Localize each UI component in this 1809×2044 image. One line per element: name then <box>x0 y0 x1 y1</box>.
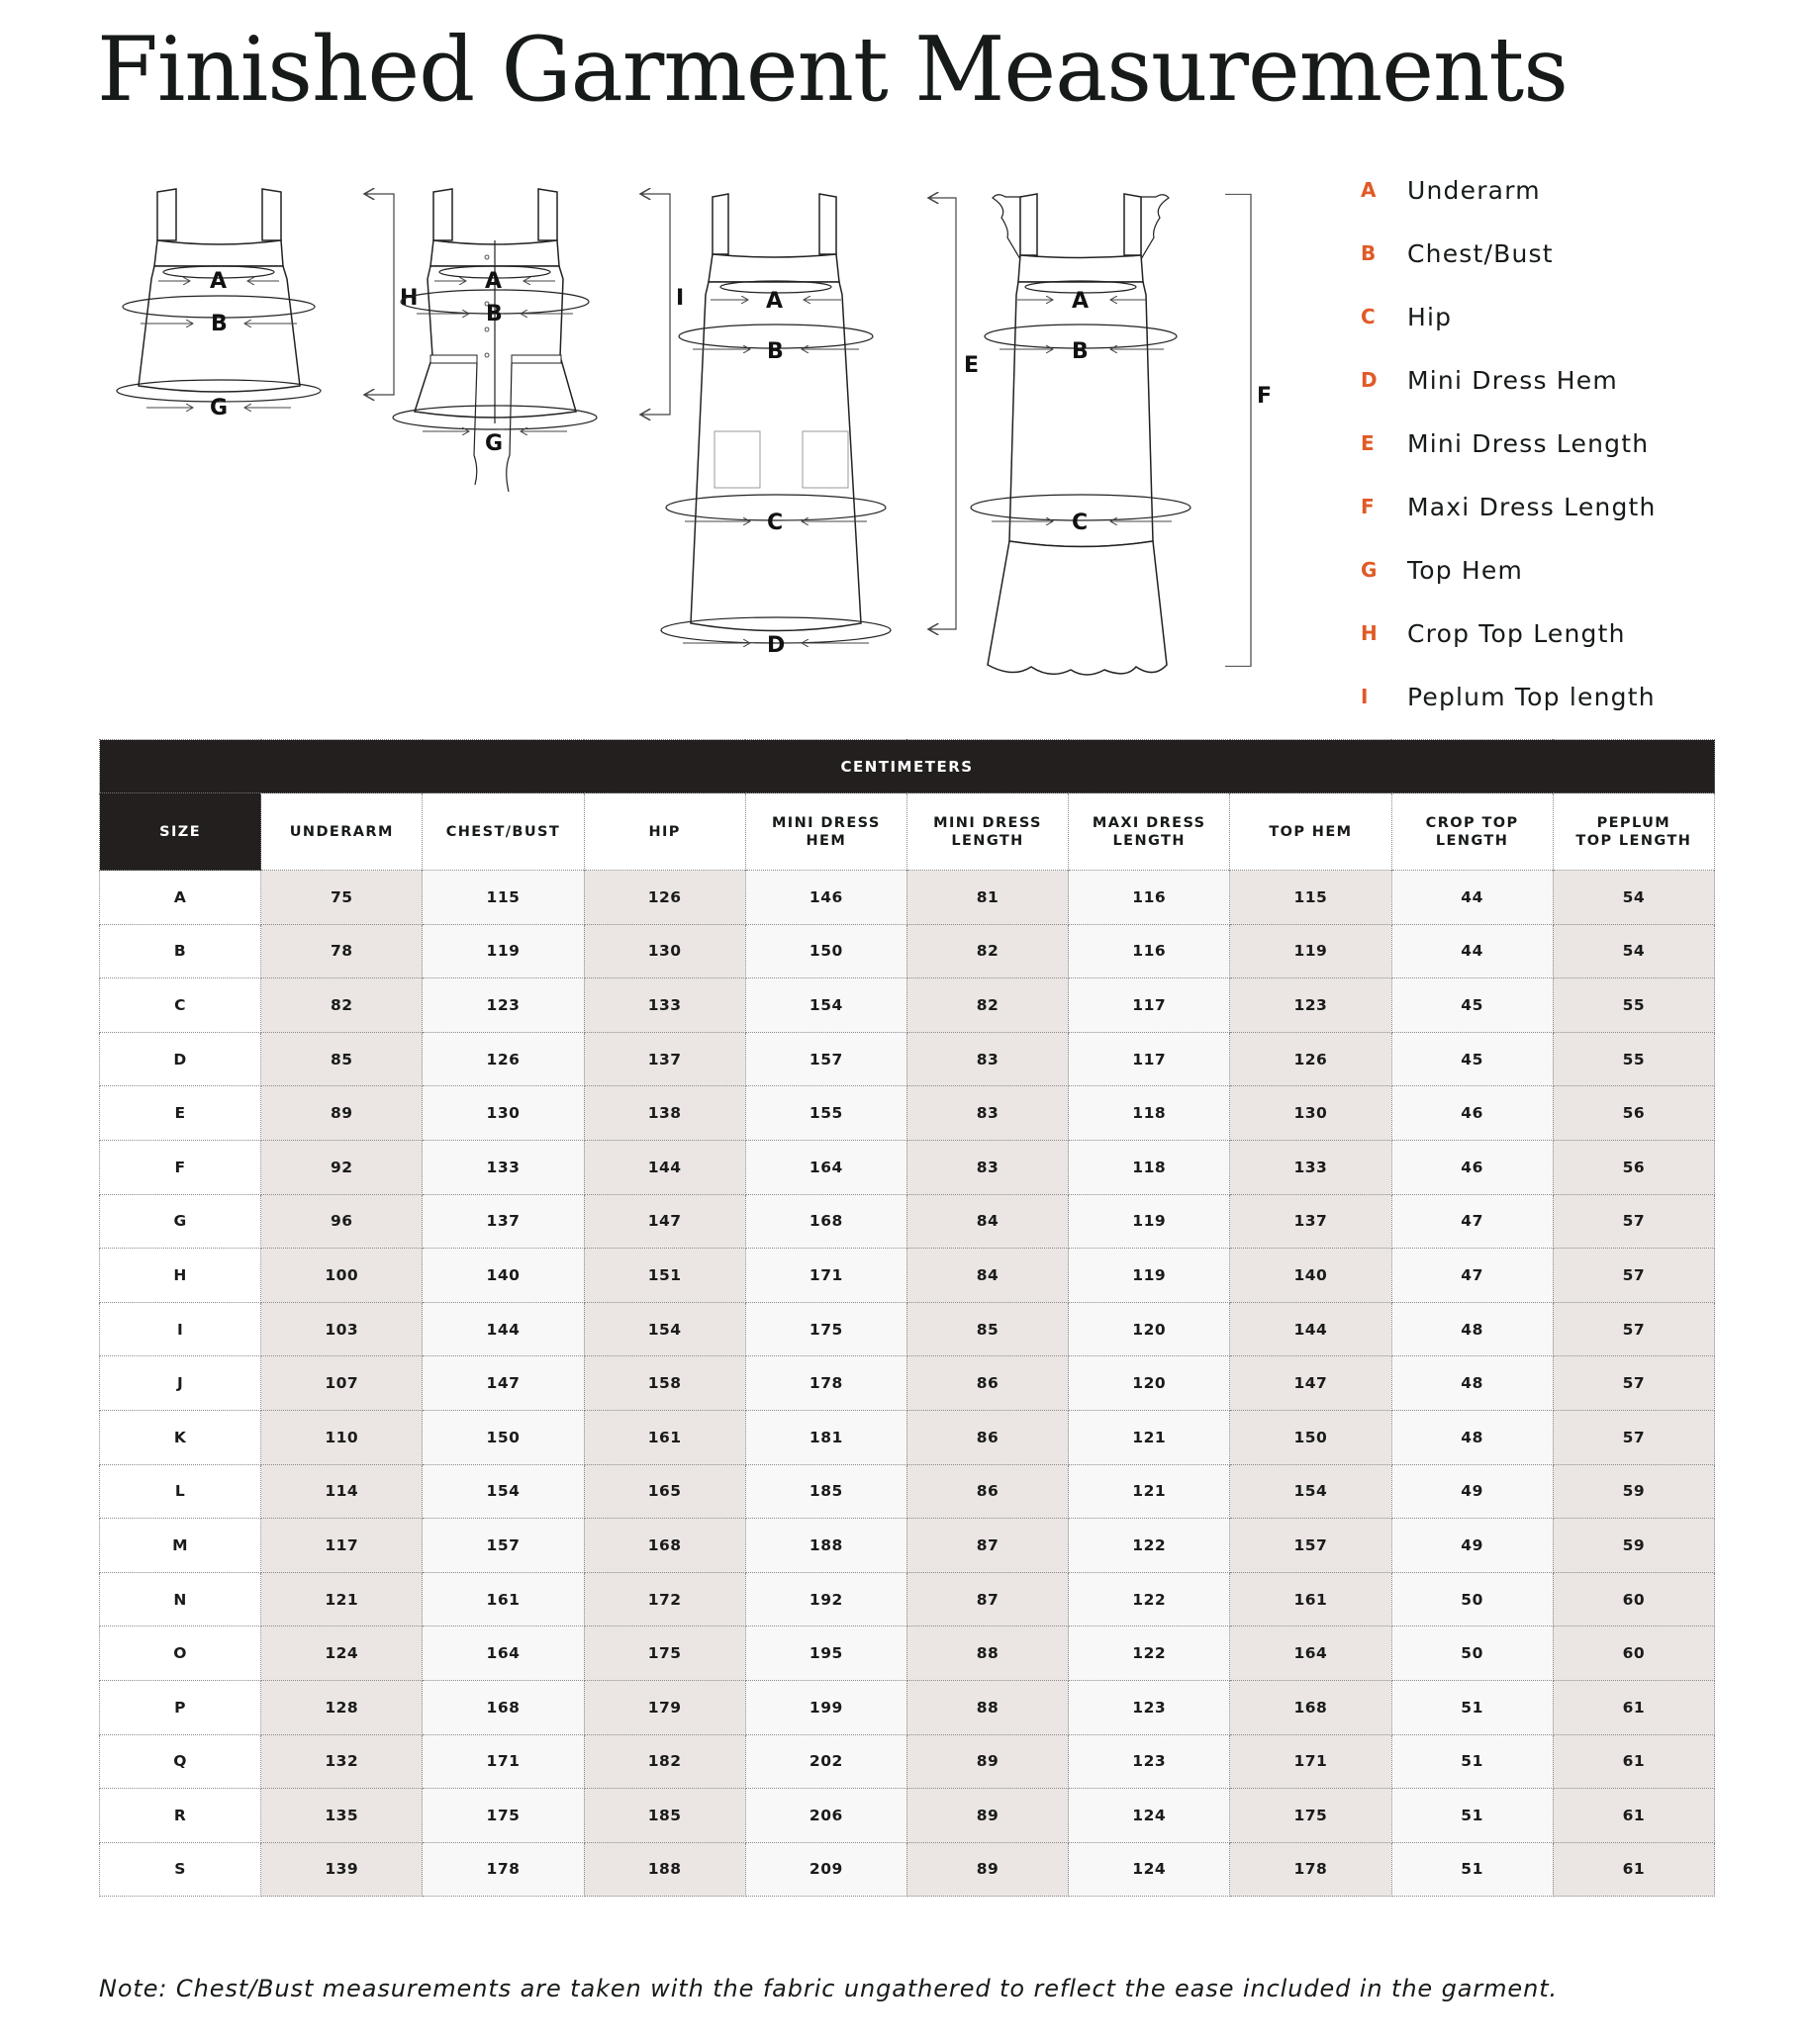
legend-label: Mini Dress Hem <box>1407 365 1618 395</box>
measurement-cell: 123 <box>1230 978 1391 1033</box>
table-row <box>100 1680 1715 1734</box>
measurement-cell: 137 <box>1230 1194 1391 1249</box>
column-header-line1: HIP <box>648 823 681 840</box>
column-header-line1: MAXI DRESS <box>1092 814 1206 831</box>
legend-item-mini-dress-hem <box>1361 348 1657 412</box>
measurement-cell: 144 <box>584 1140 745 1194</box>
legend-letter: C <box>1361 305 1376 328</box>
measurement-cell: 165 <box>584 1464 745 1519</box>
measurement-cell: 199 <box>745 1680 906 1734</box>
size-cell: H <box>100 1249 261 1303</box>
table-row <box>100 1626 1715 1681</box>
measurement-cell: 175 <box>745 1302 906 1356</box>
column-header-line1: MINI DRESS <box>771 814 881 831</box>
legend-item-chest-bust <box>1361 222 1657 285</box>
measurement-cell: 171 <box>745 1249 906 1303</box>
measurement-cell: 195 <box>745 1626 906 1681</box>
size-cell: D <box>100 1032 261 1086</box>
measurement-cell: 55 <box>1553 1032 1714 1086</box>
table-row <box>100 1842 1715 1897</box>
measurement-cell: 116 <box>1069 871 1230 925</box>
measurement-cell: 122 <box>1069 1519 1230 1573</box>
measurement-cell: 75 <box>261 871 423 925</box>
measurement-cell: 126 <box>584 871 745 925</box>
svg-text:C: C <box>1072 511 1089 535</box>
table-row <box>100 1140 1715 1194</box>
measurement-cell: 55 <box>1553 978 1714 1033</box>
peplum-top-sketch <box>393 189 684 492</box>
measurement-cell: 118 <box>1069 1086 1230 1141</box>
measurement-cell: 57 <box>1553 1194 1714 1249</box>
measurement-cell: 157 <box>1230 1519 1391 1573</box>
svg-text:A: A <box>210 269 228 294</box>
size-cell: M <box>100 1519 261 1573</box>
measurement-cell: 61 <box>1553 1680 1714 1734</box>
measurement-cell: 57 <box>1553 1410 1714 1464</box>
measurement-cell: 133 <box>1230 1140 1391 1194</box>
measurement-cell: 192 <box>745 1572 906 1626</box>
column-header-line1: CHEST/BUST <box>445 823 561 840</box>
measurement-cell: 51 <box>1391 1734 1553 1789</box>
size-cell: O <box>100 1626 261 1681</box>
measurement-cell: 140 <box>1230 1249 1391 1303</box>
measurement-cell: 86 <box>906 1410 1068 1464</box>
measurement-cell: 168 <box>423 1680 584 1734</box>
column-header <box>1391 793 1553 871</box>
table-row <box>100 1356 1715 1411</box>
svg-text:A: A <box>766 289 784 314</box>
measurement-cell: 164 <box>1230 1626 1391 1681</box>
svg-text:B: B <box>486 302 503 326</box>
measurement-cell: 86 <box>906 1356 1068 1411</box>
legend-item-peplum-top-length <box>1361 665 1657 728</box>
measurement-cell: 123 <box>423 978 584 1033</box>
measurement-cell: 124 <box>261 1626 423 1681</box>
measurement-cell: 47 <box>1391 1249 1553 1303</box>
measurement-cell: 185 <box>584 1789 745 1843</box>
measurement-cell: 100 <box>261 1249 423 1303</box>
measurement-cell: 164 <box>745 1140 906 1194</box>
measurement-cell: 137 <box>423 1194 584 1249</box>
legend-letter: H <box>1361 621 1378 645</box>
measurement-cell: 120 <box>1069 1302 1230 1356</box>
measurement-cell: 56 <box>1553 1086 1714 1141</box>
column-header-line1: TOP HEM <box>1269 823 1353 840</box>
column-header <box>261 793 423 871</box>
measurement-cell: 121 <box>1069 1410 1230 1464</box>
measurement-cell: 139 <box>261 1842 423 1897</box>
measurement-cell: 154 <box>584 1302 745 1356</box>
measurement-cell: 133 <box>423 1140 584 1194</box>
legend-label: Maxi Dress Length <box>1407 492 1657 521</box>
measurement-cell: 135 <box>261 1789 423 1843</box>
measurement-cell: 87 <box>906 1572 1068 1626</box>
measurement-cell: 59 <box>1553 1464 1714 1519</box>
legend-item-top-hem <box>1361 538 1657 602</box>
measurement-cell: 115 <box>1230 871 1391 925</box>
measurement-cell: 48 <box>1391 1302 1553 1356</box>
measurement-cell: 50 <box>1391 1626 1553 1681</box>
measurement-cell: 144 <box>423 1302 584 1356</box>
units-header: CENTIMETERS <box>100 740 1715 793</box>
svg-text:C: C <box>767 511 784 535</box>
measurement-legend <box>1361 158 1657 728</box>
footnote: Note: Chest/Bust measurements are taken with the fabric ungathered to reflect the ease included in the garment. <box>99 1975 1559 2002</box>
size-cell: K <box>100 1410 261 1464</box>
measurement-cell: 50 <box>1391 1572 1553 1626</box>
column-header-line1: MINI DRESS <box>933 814 1042 831</box>
column-header-line2: TOP LENGTH <box>1575 832 1692 849</box>
measurement-cell: 178 <box>745 1356 906 1411</box>
measurement-cell: 88 <box>906 1680 1068 1734</box>
measurement-cell: 96 <box>261 1194 423 1249</box>
table-row <box>100 924 1715 978</box>
measurement-cell: 168 <box>584 1519 745 1573</box>
table-row <box>100 871 1715 925</box>
svg-text:B: B <box>1072 339 1089 364</box>
measurement-cell: 138 <box>584 1086 745 1141</box>
size-cell: R <box>100 1789 261 1843</box>
measurement-cell: 126 <box>423 1032 584 1086</box>
size-cell: G <box>100 1194 261 1249</box>
measurement-cell: 158 <box>584 1356 745 1411</box>
measurement-cell: 118 <box>1069 1140 1230 1194</box>
column-header-line2: LENGTH <box>951 832 1024 849</box>
legend-letter: F <box>1361 495 1375 518</box>
table-row <box>100 1572 1715 1626</box>
measurement-cell: 209 <box>745 1842 906 1897</box>
measurement-cell: 48 <box>1391 1356 1553 1411</box>
measurement-cell: 154 <box>745 978 906 1033</box>
measurement-cell: 59 <box>1553 1519 1714 1573</box>
measurement-cell: 164 <box>423 1626 584 1681</box>
measurement-cell: 175 <box>423 1789 584 1843</box>
measurement-cell: 103 <box>261 1302 423 1356</box>
size-cell: A <box>100 871 261 925</box>
measurement-cell: 119 <box>1069 1194 1230 1249</box>
measurement-cell: 110 <box>261 1410 423 1464</box>
size-cell: F <box>100 1140 261 1194</box>
measurement-cell: 82 <box>906 978 1068 1033</box>
svg-text:B: B <box>211 312 228 336</box>
crop-top-sketch <box>117 189 418 420</box>
measurement-cell: 130 <box>1230 1086 1391 1141</box>
measurement-cell: 119 <box>423 924 584 978</box>
measurement-cell: 57 <box>1553 1249 1714 1303</box>
measurement-cell: 188 <box>584 1842 745 1897</box>
measurement-cell: 132 <box>261 1734 423 1789</box>
legend-letter: E <box>1361 431 1375 455</box>
column-header <box>1553 793 1714 871</box>
measurement-cell: 128 <box>261 1680 423 1734</box>
measurement-cell: 82 <box>906 924 1068 978</box>
svg-text:G: G <box>210 396 229 420</box>
table-row <box>100 978 1715 1033</box>
measurement-cell: 161 <box>584 1410 745 1464</box>
measurement-cell: 117 <box>261 1519 423 1573</box>
measurements-table-container <box>99 739 1714 1897</box>
measurement-cell: 46 <box>1391 1086 1553 1141</box>
measurement-cell: 83 <box>906 1086 1068 1141</box>
garment-diagrams <box>139 168 1326 663</box>
measurement-cell: 78 <box>261 924 423 978</box>
measurement-cell: 202 <box>745 1734 906 1789</box>
measurement-cell: 178 <box>1230 1842 1391 1897</box>
measurement-cell: 181 <box>745 1410 906 1464</box>
size-cell: L <box>100 1464 261 1519</box>
measurement-cell: 89 <box>906 1789 1068 1843</box>
measurement-cell: 121 <box>1069 1464 1230 1519</box>
legend-item-underarm <box>1361 158 1657 222</box>
table-row <box>100 1519 1715 1573</box>
measurement-cell: 89 <box>906 1842 1068 1897</box>
measurement-cell: 88 <box>906 1626 1068 1681</box>
measurement-cell: 124 <box>1069 1789 1230 1843</box>
measurement-cell: 84 <box>906 1249 1068 1303</box>
legend-item-maxi-dress-length <box>1361 475 1657 538</box>
measurement-cell: 107 <box>261 1356 423 1411</box>
legend-label: Top Hem <box>1407 555 1524 585</box>
measurement-cell: 46 <box>1391 1140 1553 1194</box>
table-row <box>100 1789 1715 1843</box>
measurement-cell: 60 <box>1553 1626 1714 1681</box>
column-header <box>584 793 745 871</box>
mini-dress-sketch <box>661 194 979 658</box>
column-header <box>906 793 1068 871</box>
measurement-cell: 49 <box>1391 1519 1553 1573</box>
legend-label: Hip <box>1407 302 1453 331</box>
legend-item-crop-top-length <box>1361 602 1657 665</box>
measurement-cell: 168 <box>745 1194 906 1249</box>
column-header-line1: PEPLUM <box>1596 814 1671 831</box>
measurement-cell: 130 <box>423 1086 584 1141</box>
table-row <box>100 1734 1715 1789</box>
measurement-cell: 133 <box>584 978 745 1033</box>
measurement-cell: 61 <box>1553 1734 1714 1789</box>
measurement-cell: 175 <box>584 1626 745 1681</box>
measurement-cell: 115 <box>423 871 584 925</box>
measurement-cell: 87 <box>906 1519 1068 1573</box>
measurement-cell: 89 <box>906 1734 1068 1789</box>
measurement-cell: 89 <box>261 1086 423 1141</box>
measurement-cell: 81 <box>906 871 1068 925</box>
legend-label: Peplum Top length <box>1407 682 1656 711</box>
measurement-cell: 116 <box>1069 924 1230 978</box>
measurement-cell: 172 <box>584 1572 745 1626</box>
legend-letter: I <box>1361 685 1369 708</box>
table-row <box>100 1410 1715 1464</box>
measurement-cell: 60 <box>1553 1572 1714 1626</box>
measurement-cell: 51 <box>1391 1789 1553 1843</box>
legend-letter: G <box>1361 558 1378 582</box>
measurement-cell: 122 <box>1069 1572 1230 1626</box>
size-cell: E <box>100 1086 261 1141</box>
measurement-cell: 47 <box>1391 1194 1553 1249</box>
page-title: Finished Garment Measurements <box>97 18 1568 122</box>
measurement-cell: 126 <box>1230 1032 1391 1086</box>
table-row <box>100 1249 1715 1303</box>
table-body <box>100 871 1715 1897</box>
table-row <box>100 1194 1715 1249</box>
measurement-cell: 124 <box>1069 1842 1230 1897</box>
legend-letter: B <box>1361 241 1377 265</box>
svg-text:G: G <box>485 431 504 456</box>
measurement-cell: 56 <box>1553 1140 1714 1194</box>
measurement-cell: 45 <box>1391 1032 1553 1086</box>
measurement-cell: 57 <box>1553 1356 1714 1411</box>
svg-text:A: A <box>1072 289 1090 314</box>
measurement-cell: 45 <box>1391 978 1553 1033</box>
measurement-cell: 86 <box>906 1464 1068 1519</box>
measurement-cell: 83 <box>906 1032 1068 1086</box>
measurement-cell: 178 <box>423 1842 584 1897</box>
measurement-cell: 44 <box>1391 871 1553 925</box>
legend-label: Chest/Bust <box>1407 238 1554 268</box>
measurement-cell: 206 <box>745 1789 906 1843</box>
legend-label: Mini Dress Length <box>1407 428 1650 458</box>
column-header-line2: HEM <box>806 832 847 849</box>
measurement-cell: 54 <box>1553 871 1714 925</box>
measurement-cell: 144 <box>1230 1302 1391 1356</box>
legend-item-hip <box>1361 285 1657 348</box>
size-cell: I <box>100 1302 261 1356</box>
measurement-cell: 49 <box>1391 1464 1553 1519</box>
measurement-cell: 122 <box>1069 1626 1230 1681</box>
svg-text:A: A <box>485 269 503 294</box>
measurement-cell: 48 <box>1391 1410 1553 1464</box>
measurement-cell: 147 <box>423 1356 584 1411</box>
measurement-cell: 157 <box>423 1519 584 1573</box>
svg-text:B: B <box>767 339 784 364</box>
column-header <box>1230 793 1391 871</box>
svg-text:D: D <box>767 633 786 658</box>
measurement-cell: 168 <box>1230 1680 1391 1734</box>
measurement-cell: 114 <box>261 1464 423 1519</box>
svg-text:H: H <box>400 286 419 311</box>
measurement-cell: 150 <box>423 1410 584 1464</box>
measurement-cell: 57 <box>1553 1302 1714 1356</box>
measurement-cell: 83 <box>906 1140 1068 1194</box>
measurement-cell: 182 <box>584 1734 745 1789</box>
measurement-cell: 119 <box>1230 924 1391 978</box>
measurement-cell: 150 <box>1230 1410 1391 1464</box>
column-header <box>745 793 906 871</box>
measurement-cell: 44 <box>1391 924 1553 978</box>
measurement-cell: 92 <box>261 1140 423 1194</box>
column-header-line1: CROP TOP <box>1425 814 1519 831</box>
measurement-cell: 61 <box>1553 1789 1714 1843</box>
svg-text:I: I <box>676 286 685 311</box>
measurement-cell: 140 <box>423 1249 584 1303</box>
size-column-header: SIZE <box>100 793 261 871</box>
measurement-cell: 147 <box>1230 1356 1391 1411</box>
measurement-cell: 154 <box>1230 1464 1391 1519</box>
measurement-cell: 185 <box>745 1464 906 1519</box>
svg-text:F: F <box>1257 384 1273 409</box>
measurements-table <box>99 739 1715 1897</box>
column-header <box>423 793 584 871</box>
measurement-cell: 175 <box>1230 1789 1391 1843</box>
measurement-cell: 123 <box>1069 1680 1230 1734</box>
table-row <box>100 1302 1715 1356</box>
column-header <box>1069 793 1230 871</box>
measurement-cell: 119 <box>1069 1249 1230 1303</box>
measurement-cell: 117 <box>1069 1032 1230 1086</box>
measurement-cell: 161 <box>1230 1572 1391 1626</box>
measurement-cell: 85 <box>906 1302 1068 1356</box>
measurement-cell: 130 <box>584 924 745 978</box>
measurement-cell: 85 <box>261 1032 423 1086</box>
measurement-cell: 137 <box>584 1032 745 1086</box>
measurement-cell: 150 <box>745 924 906 978</box>
measurement-cell: 161 <box>423 1572 584 1626</box>
measurement-cell: 157 <box>745 1032 906 1086</box>
size-cell: Q <box>100 1734 261 1789</box>
column-header-line1: UNDERARM <box>289 823 394 840</box>
legend-letter: D <box>1361 368 1378 392</box>
measurement-cell: 82 <box>261 978 423 1033</box>
measurement-cell: 179 <box>584 1680 745 1734</box>
size-cell: B <box>100 924 261 978</box>
maxi-dress-sketch <box>971 194 1272 675</box>
size-cell: N <box>100 1572 261 1626</box>
measurement-cell: 171 <box>423 1734 584 1789</box>
table-row <box>100 1464 1715 1519</box>
size-cell: J <box>100 1356 261 1411</box>
legend-label: Crop Top Length <box>1407 618 1626 648</box>
measurement-cell: 154 <box>423 1464 584 1519</box>
table-row <box>100 1086 1715 1141</box>
measurement-cell: 151 <box>584 1249 745 1303</box>
measurement-cell: 120 <box>1069 1356 1230 1411</box>
measurement-cell: 146 <box>745 871 906 925</box>
measurement-cell: 123 <box>1069 1734 1230 1789</box>
measurement-cell: 117 <box>1069 978 1230 1033</box>
column-header-line2: LENGTH <box>1435 832 1509 849</box>
measurement-cell: 84 <box>906 1194 1068 1249</box>
legend-label: Underarm <box>1407 175 1541 205</box>
size-cell: C <box>100 978 261 1033</box>
measurement-cell: 54 <box>1553 924 1714 978</box>
svg-text:E: E <box>964 353 980 378</box>
measurement-cell: 188 <box>745 1519 906 1573</box>
measurement-cell: 51 <box>1391 1680 1553 1734</box>
measurement-cell: 51 <box>1391 1842 1553 1897</box>
garment-sketches <box>139 168 1326 663</box>
legend-item-mini-dress-length <box>1361 412 1657 475</box>
measurement-cell: 171 <box>1230 1734 1391 1789</box>
table-row <box>100 1032 1715 1086</box>
size-cell: P <box>100 1680 261 1734</box>
measurement-cell: 121 <box>261 1572 423 1626</box>
column-header-line2: LENGTH <box>1112 832 1186 849</box>
legend-letter: A <box>1361 178 1377 202</box>
measurement-cell: 61 <box>1553 1842 1714 1897</box>
measurement-cell: 147 <box>584 1194 745 1249</box>
measurement-cell: 155 <box>745 1086 906 1141</box>
size-cell: S <box>100 1842 261 1897</box>
